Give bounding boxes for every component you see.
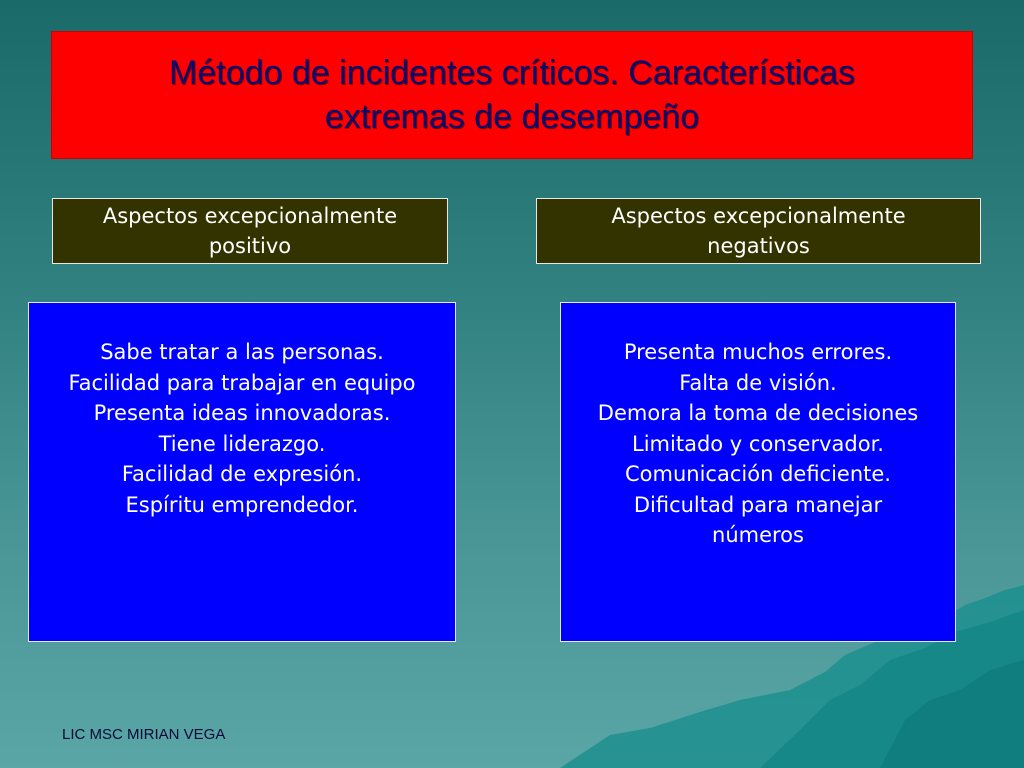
author-footer: LIC MSC MIRIAN VEGA (62, 726, 226, 743)
list-item: Limitado y conservador. (632, 431, 884, 456)
list-item: Presenta muchos errores. (623, 340, 893, 364)
negative-aspects-header (536, 198, 981, 264)
list-item: Sabe tratar a las personas. (100, 340, 384, 364)
list-item: Presenta ideas innovadoras. (93, 401, 391, 425)
positive-header-line-2: positivo (208, 234, 292, 258)
positive-header-line-1: Aspectos excepcionalmente (102, 204, 398, 228)
title-line-2: extremas de desempeño (324, 98, 700, 136)
negative-aspects-list (560, 302, 956, 642)
list-item: Demora la toma de decisiones (597, 401, 919, 425)
positive-aspects-list (28, 302, 456, 642)
negative-header-line-2: negativos (707, 234, 810, 258)
list-item: números (712, 523, 804, 547)
list-item: Dificultad para manejar (633, 492, 883, 517)
list-item: Tiene liderazgo. (158, 431, 326, 456)
slide-title (51, 31, 973, 159)
list-item: Falta de visión. (679, 370, 837, 395)
title-line-1: Método de incidentes críticos. Características (169, 54, 855, 92)
list-item: Espíritu emprendedor. (125, 492, 359, 517)
list-item: Facilidad para trabajar en equipo (68, 370, 416, 395)
positive-aspects-header (52, 198, 448, 264)
list-item: Facilidad de expresión. (121, 462, 363, 486)
list-item: Comunicación deficiente. (625, 462, 891, 486)
negative-header-line-1: Aspectos excepcionalmente (611, 204, 906, 228)
